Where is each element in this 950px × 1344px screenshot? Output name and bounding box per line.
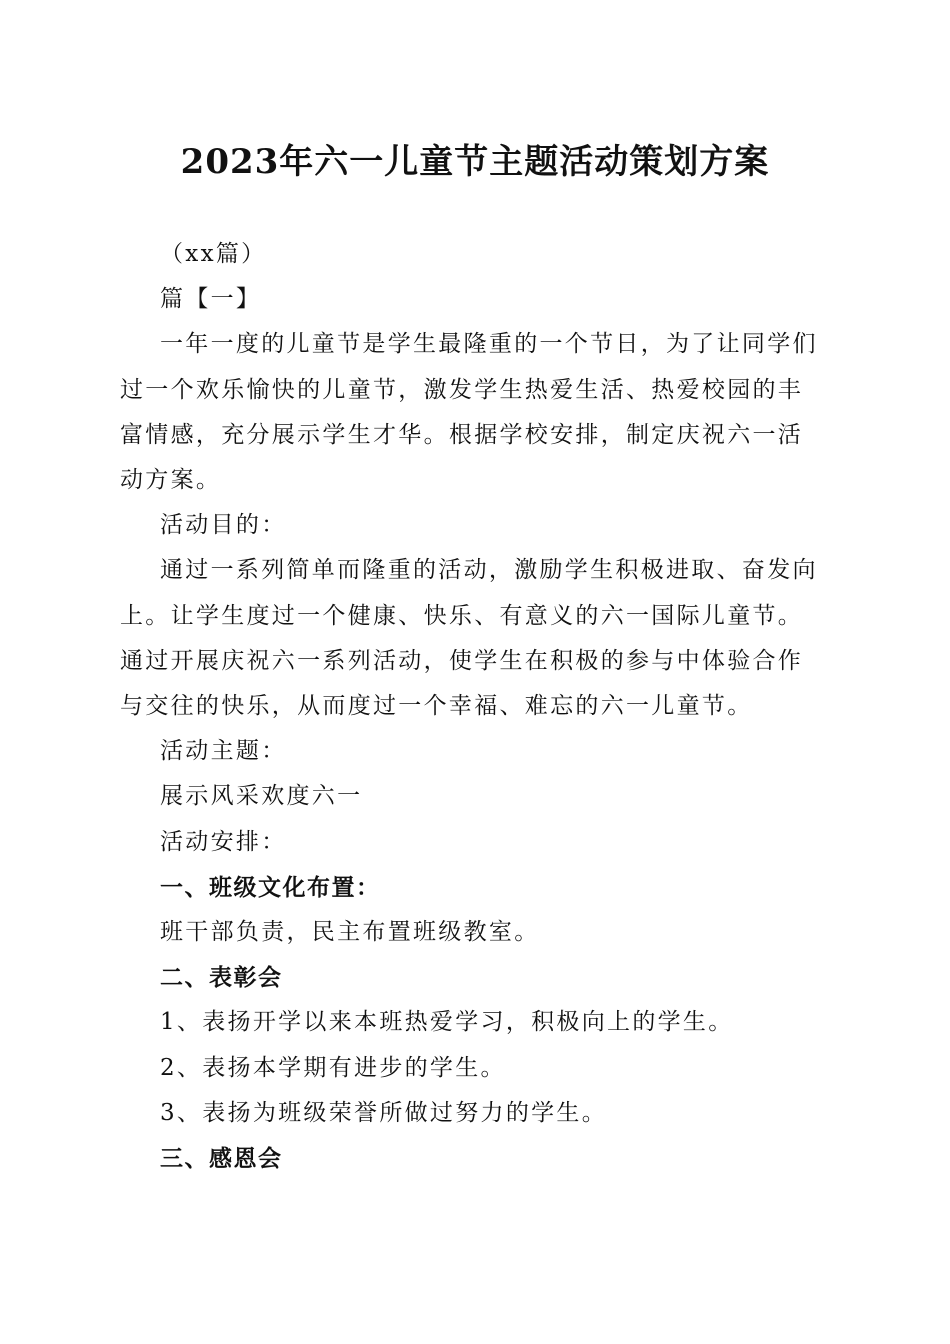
document-title: 2023年六一儿童节主题活动策划方案 [180, 142, 770, 182]
item-three-heading: 三、感恩会 [160, 1145, 283, 1173]
subtitle: （xx篇） [160, 241, 267, 267]
intro-line: 富情感，充分展示学生才华。根据学校安排，制定庆祝六一活 [120, 421, 804, 448]
purpose-heading: 活动目的： [160, 512, 287, 539]
intro-line: 动方案。 [120, 467, 222, 494]
section-heading-one: 篇【一】 [160, 286, 262, 313]
purpose-line: 上。让学生度过一个健康、快乐、有意义的六一国际儿童节。 [120, 602, 804, 629]
theme-heading: 活动主题： [160, 738, 287, 765]
intro-line: 一年一度的儿童节是学生最隆重的一个节日，为了让同学们 [160, 331, 818, 358]
purpose-line: 通过一系列简单而隆重的活动，激励学生积极进取、奋发向 [160, 557, 818, 584]
document-body [120, 232, 830, 1181]
intro-line: 过一个欢乐愉快的儿童节，激发学生热爱生活、热爱校园的丰 [120, 376, 804, 403]
item-two-point: 3、表扬为班级荣誉所做过努力的学生。 [160, 1099, 608, 1126]
intro-paragraph [120, 322, 830, 503]
purpose-line: 通过开展庆祝六一系列活动，使学生在积极的参与中体验合作 [120, 647, 804, 674]
item-two-heading: 二、表彰会 [160, 964, 283, 992]
item-one-text: 班干部负责，民主布置班级教室。 [160, 919, 540, 946]
arrangement-heading: 活动安排： [160, 828, 287, 855]
item-one-heading: 一、班级文化布置： [160, 873, 381, 901]
item-two-point: 1、表扬开学以来本班热爱学习，积极向上的学生。 [160, 1009, 734, 1036]
theme-text: 展示风采欢度六一 [160, 783, 363, 810]
purpose-line: 与交往的快乐，从而度过一个幸福、难忘的六一儿童节。 [120, 693, 753, 720]
item-two-point: 2、表扬本学期有进步的学生。 [160, 1054, 506, 1081]
purpose-paragraph [120, 548, 830, 729]
